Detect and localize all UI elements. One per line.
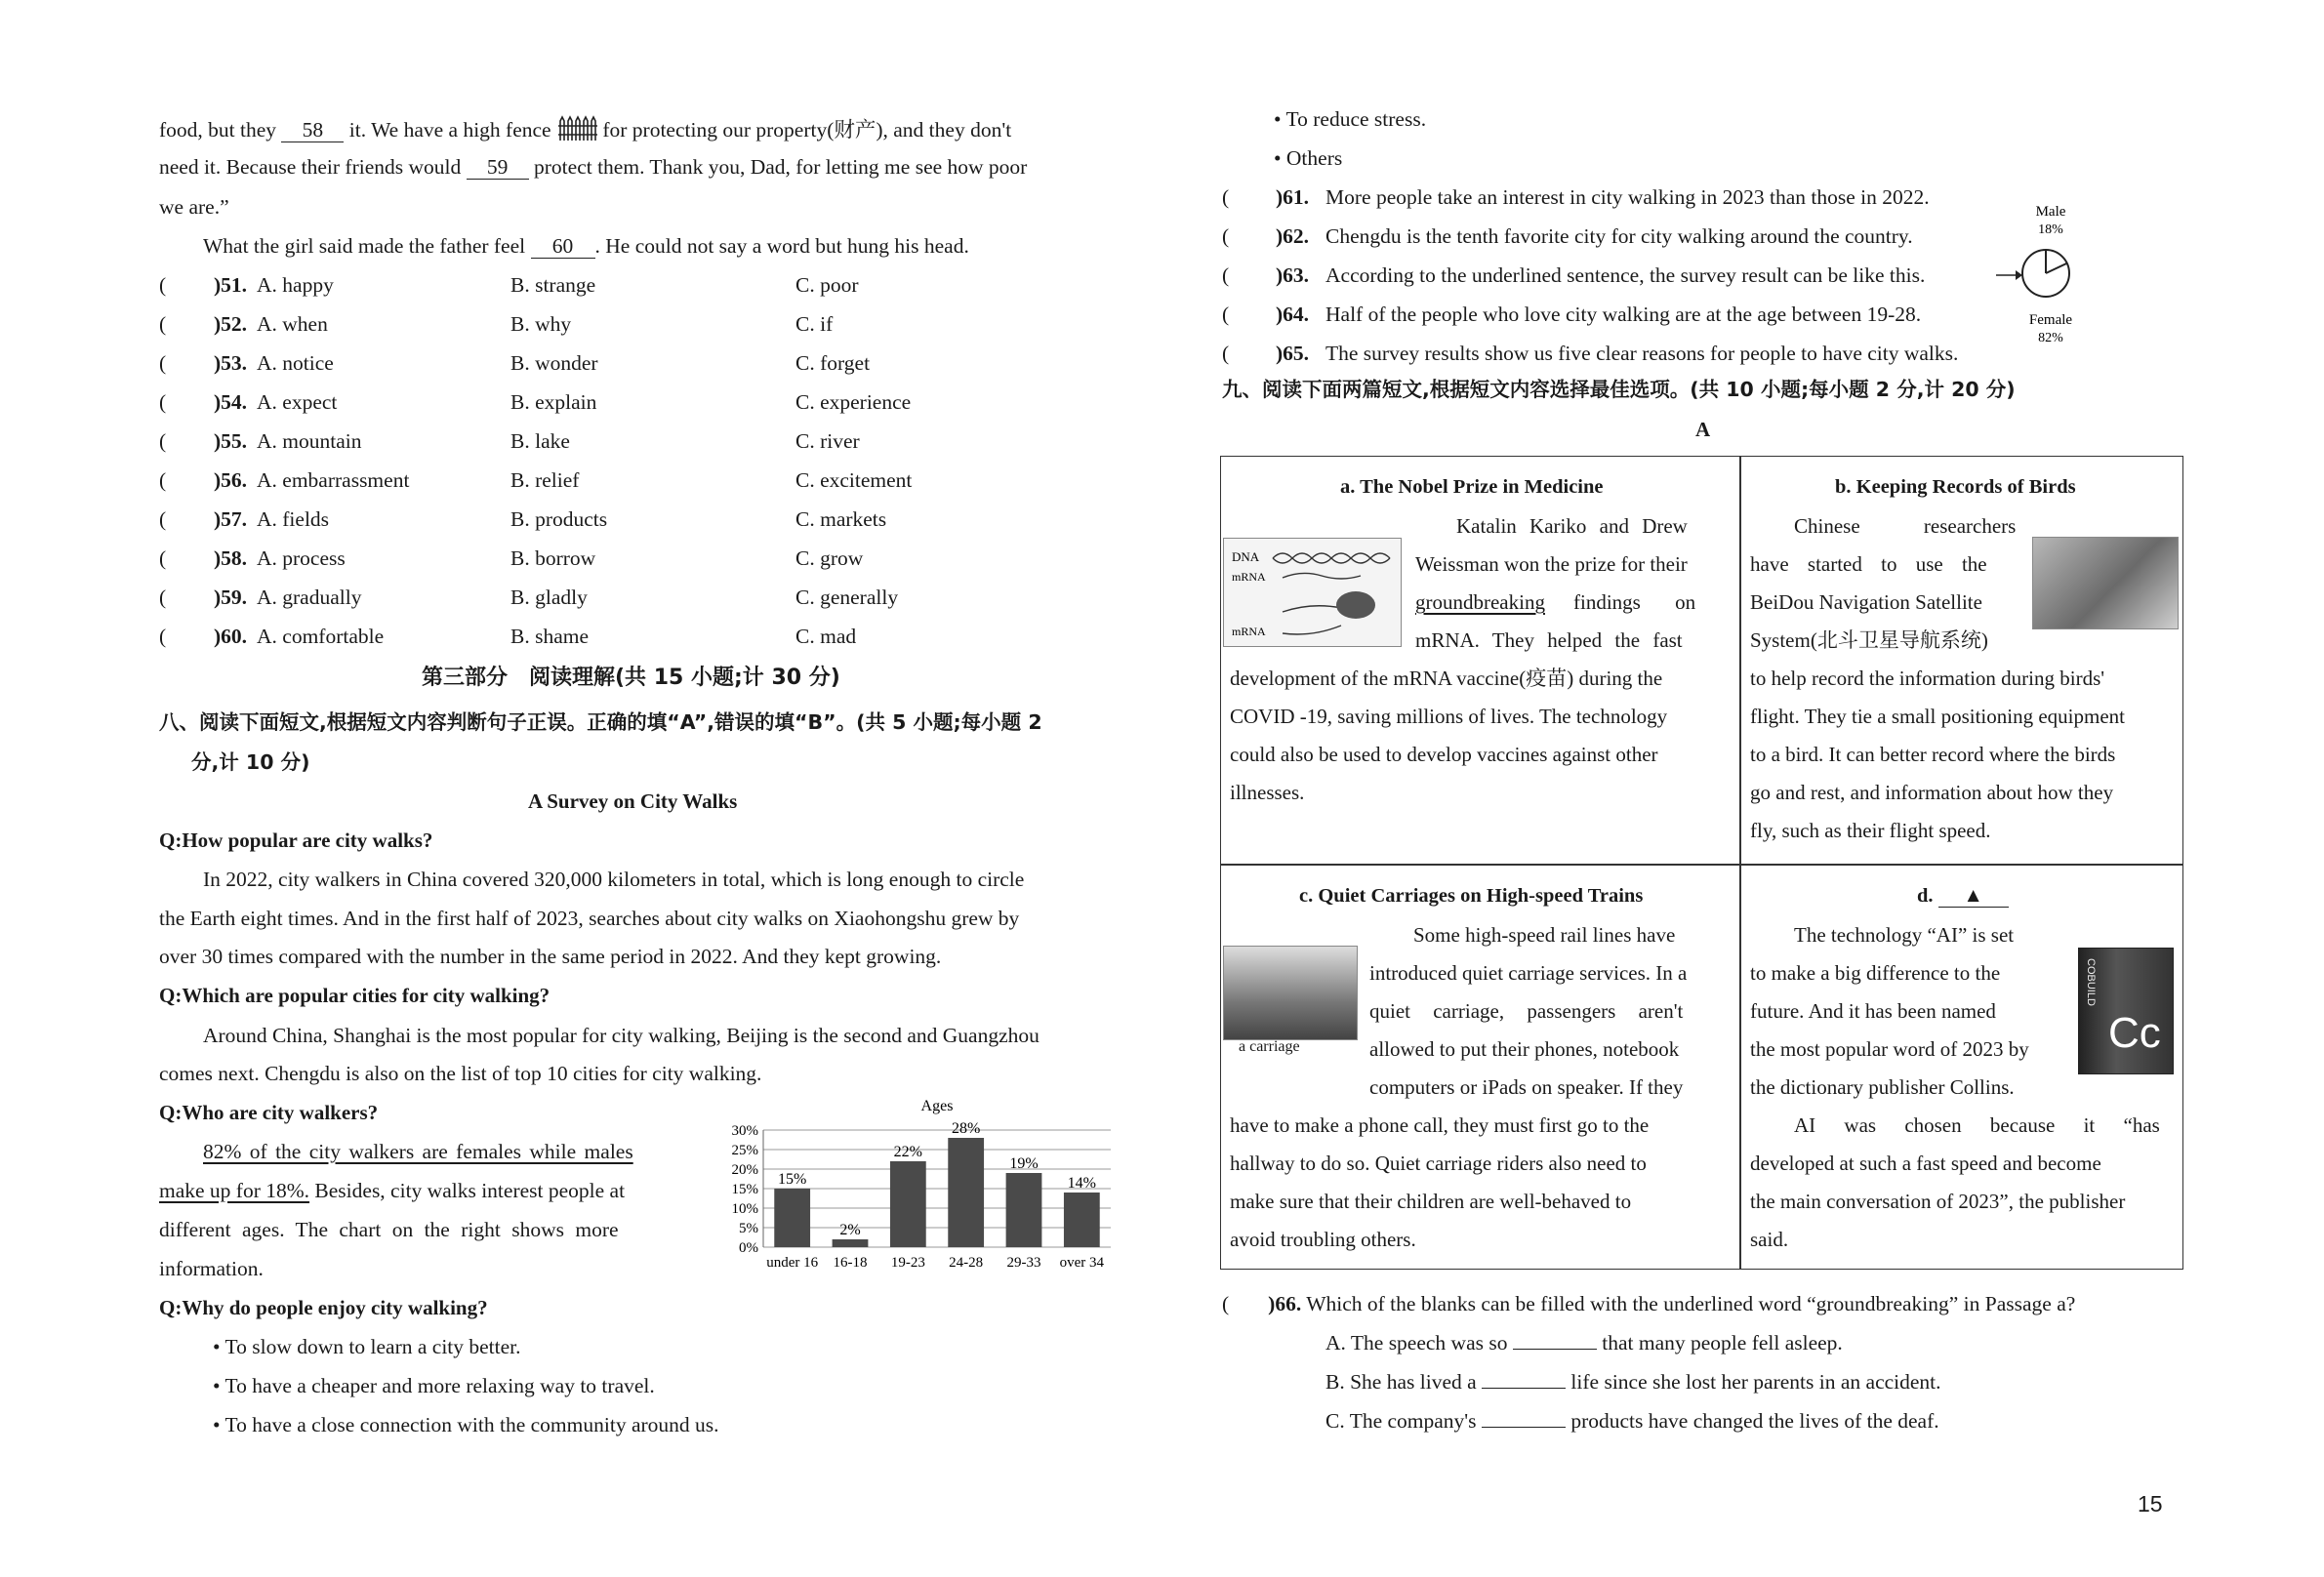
a-line-1: Katalin Kariko and Drew	[1456, 514, 1688, 538]
dictionary-book-image	[2078, 948, 2174, 1074]
d-line-5: the dictionary publisher Collins.	[1750, 1075, 2015, 1099]
q1-line-2: the Earth eight times. And in the first half of 2023, searches about city walks on Xiaohongshu grew by	[159, 907, 1020, 930]
option-b[interactable]: B. borrow	[510, 546, 596, 570]
text: B. She has lived a	[1325, 1370, 1477, 1394]
text: Besides, city walks interest people at	[309, 1179, 626, 1202]
dna-icon	[1224, 539, 1401, 646]
survey-title: A Survey on City Walks	[528, 789, 738, 813]
bar-value-label: 22%	[893, 1144, 922, 1160]
x-tick-label: under 16	[766, 1255, 819, 1271]
cell-d-label: d.	[1917, 885, 1934, 907]
cell-bird-records	[1741, 457, 2182, 864]
question-number: )61.	[1276, 185, 1310, 209]
triangle-icon: ▲	[1963, 885, 1983, 907]
c-line-4: allowed to put their phones, notebook	[1369, 1037, 1680, 1061]
bar-under-16	[774, 1189, 810, 1247]
option-c[interactable]: C. generally	[795, 586, 899, 609]
answer-paren[interactable]: (	[159, 586, 167, 609]
q1-line-3: over 30 times compared with the number in the same period in 2022. And they kept growing.	[159, 945, 942, 968]
b-line-3: BeiDou Navigation Satellite	[1750, 590, 1982, 614]
answer-paren[interactable]: (	[159, 507, 167, 531]
cell-quiet-carriages	[1221, 866, 1739, 1269]
y-tick-label: 25%	[731, 1143, 758, 1158]
gender-pie-chart	[1992, 200, 2109, 356]
bullet-1: • To slow down to learn a city better.	[213, 1335, 521, 1358]
pie-label-male: Male	[2035, 204, 2066, 220]
label-dna: DNA	[1232, 549, 1260, 564]
c-line-2: introduced quiet carriage services. In a	[1369, 961, 1688, 985]
text: . He could not say a word but hung his head.	[594, 234, 969, 258]
option-a[interactable]: A. when	[257, 312, 328, 336]
b-line-1: Chinese researchers	[1794, 514, 2017, 538]
a-line-5: development of the mRNA vaccine(疫苗) during the	[1230, 667, 1663, 690]
question-number: )63.	[1276, 263, 1310, 287]
text: protect them. Thank you, Dad, for letting me see how poor	[534, 155, 1028, 179]
bar-24-28	[948, 1138, 984, 1247]
q3-line-2	[159, 1181, 625, 1202]
a-line-7: could also be used to develop vaccines against other	[1230, 743, 1658, 766]
passage-line-3: we are.”	[159, 195, 229, 219]
q66-text: Which of the blanks can be filled with the underlined word “groundbreaking” in Passage a?	[1306, 1292, 2076, 1315]
b-line-4: System(北斗卫星导航系统)	[1750, 628, 1988, 652]
statement-text: According to the underlined sentence, the survey result can be like this.	[1325, 263, 1926, 287]
cell-nobel-prize	[1221, 457, 1739, 864]
answer-paren[interactable]: (	[1222, 1292, 1230, 1315]
q2-line-2: comes next. Chengdu is also on the list of top 10 cities for city walking.	[159, 1062, 762, 1085]
passage-table	[1220, 456, 2183, 1270]
b-line-8: go and rest, and information about how they	[1750, 781, 2114, 804]
d-line-2: to make a big difference to the	[1750, 961, 2001, 985]
option-b[interactable]: B. lake	[510, 429, 570, 453]
underlined-text: make up for 18%.	[159, 1179, 310, 1202]
question-number: )60.	[214, 625, 248, 648]
q3-line-1: 82% of the city walkers are females while males	[203, 1140, 633, 1163]
y-tick-label: 10%	[731, 1201, 758, 1217]
answer-paren[interactable]: (	[1222, 224, 1230, 248]
question-number: )52.	[214, 312, 248, 336]
blank-59[interactable]: 59	[467, 157, 529, 180]
chart-title: Ages	[920, 1098, 954, 1114]
option-c[interactable]: C. mad	[795, 625, 857, 648]
label-mrna-1: mRNA	[1232, 570, 1266, 584]
cell-b-title: b. Keeping Records of Birds	[1835, 476, 2076, 498]
carriage-photo-image	[1223, 946, 1358, 1040]
option-b[interactable]: B. explain	[510, 390, 597, 414]
pie-value-male: 18%	[2038, 222, 2063, 237]
option-a[interactable]: A. process	[257, 546, 346, 570]
pie-label-female: Female	[2028, 312, 2073, 328]
bullet-others: • Others	[1274, 146, 1343, 170]
option-a[interactable]: A. embarrassment	[257, 468, 410, 492]
bar-value-label: 28%	[952, 1120, 981, 1137]
option-c[interactable]: C. river	[795, 429, 860, 453]
answer-paren[interactable]: (	[159, 312, 167, 336]
option-a[interactable]: A. happy	[257, 273, 334, 297]
blank	[1482, 1427, 1566, 1428]
passage-line-4	[203, 236, 969, 259]
mrna-diagram-image	[1223, 538, 1402, 647]
question-3: Q:Who are city walkers?	[159, 1101, 379, 1124]
d-line-3: future. And it has been named	[1750, 999, 1996, 1023]
statement-text: Half of the people who love city walking are at the age between 19-28.	[1325, 303, 1922, 326]
option-a[interactable]: A. comfortable	[257, 625, 385, 648]
option-c[interactable]: C. forget	[795, 351, 871, 375]
blank-60[interactable]: 60	[531, 236, 595, 259]
a-line-6: COVID -19, saving millions of lives. The technology	[1230, 705, 1668, 728]
text: C. The company's	[1325, 1409, 1477, 1433]
option-b[interactable]: B. strange	[510, 273, 596, 297]
age-bar-chart	[703, 1091, 1132, 1281]
section8-instruction: 八、阅读下面短文,根据短文内容判断句子正误。正确的填“A”,错误的填“B”。(共 5 小题;每小题 2	[159, 710, 1042, 734]
question-number: )62.	[1276, 224, 1310, 248]
a-line-2: Weissman won the prize for their	[1415, 552, 1688, 576]
y-tick-label: 0%	[739, 1240, 758, 1256]
answer-paren[interactable]: (	[159, 273, 167, 297]
answer-paren[interactable]: (	[159, 546, 167, 570]
question-number: )59.	[214, 586, 248, 609]
answer-paren[interactable]: (	[159, 625, 167, 648]
option-a[interactable]: A. notice	[257, 351, 334, 375]
q3-line-3: different ages. The chart on the right shows more	[159, 1218, 619, 1241]
question-2: Q:Which are popular cities for city walking?	[159, 984, 550, 1007]
answer-paren[interactable]: (	[1222, 342, 1230, 365]
text: life since she lost her parents in an accident.	[1570, 1370, 1941, 1394]
blank-58[interactable]: 58	[281, 120, 344, 142]
question-66	[1222, 1294, 2075, 1315]
section8-instruction-cont: 分,计 10 分)	[191, 750, 310, 774]
option-b[interactable]: B. shame	[510, 625, 590, 648]
bar-value-label: 2%	[839, 1222, 861, 1238]
statement-text: More people take an interest in city walking in 2023 than those in 2022.	[1325, 185, 1930, 209]
option-c[interactable]: C. if	[795, 312, 834, 336]
c-line-9: avoid troubling others.	[1230, 1228, 1416, 1251]
question-number: )57.	[214, 507, 248, 531]
c-line-8: make sure that their children are well-behaved to	[1230, 1190, 1632, 1213]
d-line-8: the main conversation of 2023”, the publisher	[1750, 1190, 2126, 1213]
a-line-8: illnesses.	[1230, 781, 1305, 804]
option-a[interactable]: A. expect	[257, 390, 338, 414]
answer-paren[interactable]: (	[159, 468, 167, 492]
label-mrna-2: mRNA	[1232, 625, 1266, 638]
option-a[interactable]: A. fields	[257, 507, 330, 531]
book-title: COBUILD	[2085, 958, 2097, 1006]
text: A. The speech was so	[1325, 1331, 1508, 1355]
question-number: )53.	[214, 351, 248, 375]
option-c[interactable]: C. experience	[795, 390, 912, 414]
question-number: )65.	[1276, 342, 1310, 365]
c-line-5: computers or iPads on speaker. If they	[1369, 1075, 1684, 1099]
option-c[interactable]: C. markets	[795, 507, 887, 531]
statement-text: The survey results show us five clear reasons for people to have city walks.	[1325, 342, 1959, 365]
answer-paren[interactable]: (	[159, 351, 167, 375]
question-number: )64.	[1276, 303, 1310, 326]
option-a[interactable]: A. mountain	[257, 429, 362, 453]
page-number: 15	[2138, 1491, 2163, 1516]
a-line-3-underlined: groundbreaking	[1415, 590, 1545, 614]
text: products have changed the lives of the deaf.	[1570, 1409, 1939, 1433]
blank	[1482, 1388, 1566, 1389]
bar-16-18	[833, 1239, 869, 1247]
text: for protecting our property(财产), and they don't	[602, 118, 1012, 142]
text: need it. Because their friends would	[159, 155, 462, 179]
passage-line-1	[159, 113, 1011, 142]
answer-paren[interactable]: (	[159, 429, 167, 453]
right-column	[1162, 0, 2324, 1577]
x-tick-label: 16-18	[833, 1255, 868, 1271]
x-tick-label: 24-28	[949, 1255, 984, 1271]
cell-d-title	[1917, 886, 2009, 908]
answer-paren[interactable]: (	[1222, 263, 1230, 287]
question-number: )54.	[214, 390, 248, 414]
blank	[1513, 1349, 1597, 1350]
option-b[interactable]: B. relief	[510, 468, 580, 492]
option-c[interactable]: C. poor	[795, 273, 859, 297]
passage-a-label: A	[1695, 418, 1711, 441]
x-tick-label: over 34	[1059, 1255, 1105, 1271]
bar-value-label: 19%	[1009, 1155, 1039, 1172]
bar-over-34	[1064, 1193, 1100, 1247]
y-tick-label: 5%	[739, 1221, 758, 1236]
option-c[interactable]: C. excitement	[795, 468, 913, 492]
bullet-3: • To have a close connection with the community around us.	[213, 1413, 719, 1436]
text: What the girl said made the father feel	[203, 234, 526, 258]
a-line-4: mRNA. They helped the fast	[1415, 628, 1683, 652]
title-blank[interactable]	[1938, 886, 2009, 908]
book-cc: Cc	[2108, 1009, 2161, 1057]
bar-19-23	[890, 1161, 926, 1247]
arrow-head-icon	[2016, 270, 2022, 280]
text: food, but they	[159, 118, 277, 142]
pie-value-female: 82%	[2038, 331, 2063, 345]
b-line-5: to help record the information during birds'	[1750, 667, 2105, 690]
answer-paren[interactable]: (	[159, 390, 167, 414]
question-number: )58.	[214, 546, 248, 570]
b-line-2: have started to use the	[1750, 552, 1987, 576]
question-number: )55.	[214, 429, 248, 453]
bar-value-label: 15%	[778, 1171, 807, 1188]
x-tick-label: 19-23	[890, 1255, 925, 1271]
d-line-4: the most popular word of 2023 by	[1750, 1037, 2029, 1061]
question-4: Q:Why do people enjoy city walking?	[159, 1296, 488, 1319]
bar-value-label: 14%	[1067, 1175, 1096, 1192]
text: it. We have a high fence	[348, 118, 551, 142]
option-a[interactable]: A. gradually	[257, 586, 362, 609]
bullet-2: • To have a cheaper and more relaxing way to travel.	[213, 1374, 655, 1397]
b-line-9: fly, such as their flight speed.	[1750, 819, 1991, 842]
a-line-3: findings on	[1573, 590, 1696, 614]
q2-line-1: Around China, Shanghai is the most popular for city walking, Beijing is the second and Guangzhou	[203, 1024, 1040, 1047]
c-line-1: Some high-speed rail lines have	[1413, 923, 1676, 947]
part3-heading: 第三部分 阅读理解(共 15 小题;计 30 分)	[422, 666, 840, 690]
q66-option-a[interactable]	[1325, 1333, 1843, 1355]
cell-c-title: c. Quiet Carriages on High-speed Trains	[1299, 885, 1644, 907]
option-b[interactable]: B. wonder	[510, 351, 598, 375]
d-line-7: developed at such a fast speed and become	[1750, 1152, 2101, 1175]
y-tick-label: 15%	[731, 1182, 758, 1197]
option-b[interactable]: B. products	[510, 507, 608, 531]
c-line-7: hallway to do so. Quiet carriage riders also need to	[1230, 1152, 1647, 1175]
d-line-9: said.	[1750, 1228, 1789, 1251]
y-tick-label: 30%	[731, 1123, 758, 1139]
b-line-6: flight. They tie a small positioning equipment	[1750, 705, 2125, 728]
q66-option-b[interactable]	[1325, 1372, 1941, 1394]
x-tick-label: 29-33	[1006, 1255, 1041, 1271]
c-line-3: quiet carriage, passengers aren't	[1369, 999, 1684, 1023]
y-tick-label: 20%	[731, 1162, 758, 1178]
cell-a-title: a. The Nobel Prize in Medicine	[1340, 476, 1604, 498]
cell-ai	[1741, 866, 2182, 1269]
fence-icon	[556, 113, 597, 142]
q66-number: )66.	[1268, 1292, 1302, 1315]
statement-text: Chengdu is the tenth favorite city for city walking around the country.	[1325, 224, 1913, 248]
q1-line-1: In 2022, city walkers in China covered 320,000 kilometers in total, which is long enough to circle	[203, 868, 1025, 891]
bar-29-33	[1006, 1173, 1042, 1247]
question-number: )51.	[214, 273, 248, 297]
passage-line-2	[159, 157, 1027, 180]
section9-instruction: 九、阅读下面两篇短文,根据短文内容选择最佳选项。(共 10 小题;每小题 2 分,计 20 分)	[1222, 378, 2016, 401]
option-b[interactable]: B. why	[510, 312, 572, 336]
d-line-6: AI was chosen because it “has	[1794, 1113, 2160, 1137]
bird-photo-image	[2032, 537, 2179, 629]
bullet-reduce-stress: • To reduce stress.	[1274, 107, 1427, 131]
question-number: )56.	[214, 468, 248, 492]
option-c[interactable]: C. grow	[795, 546, 864, 570]
answer-paren[interactable]: (	[1222, 303, 1230, 326]
c-line-6: have to make a phone call, they must first go to the	[1230, 1113, 1650, 1137]
answer-paren[interactable]: (	[1222, 185, 1230, 209]
d-line-1: The technology “AI” is set	[1794, 923, 2015, 947]
option-b[interactable]: B. gladly	[510, 586, 588, 609]
carriage-caption: a carriage	[1239, 1038, 1300, 1055]
q66-option-c[interactable]	[1325, 1411, 1939, 1433]
text: that many people fell asleep.	[1602, 1331, 1843, 1355]
b-line-7: to a bird. It can better record where the birds	[1750, 743, 2116, 766]
q3-line-4: information.	[159, 1257, 264, 1280]
question-1: Q:How popular are city walks?	[159, 829, 433, 852]
